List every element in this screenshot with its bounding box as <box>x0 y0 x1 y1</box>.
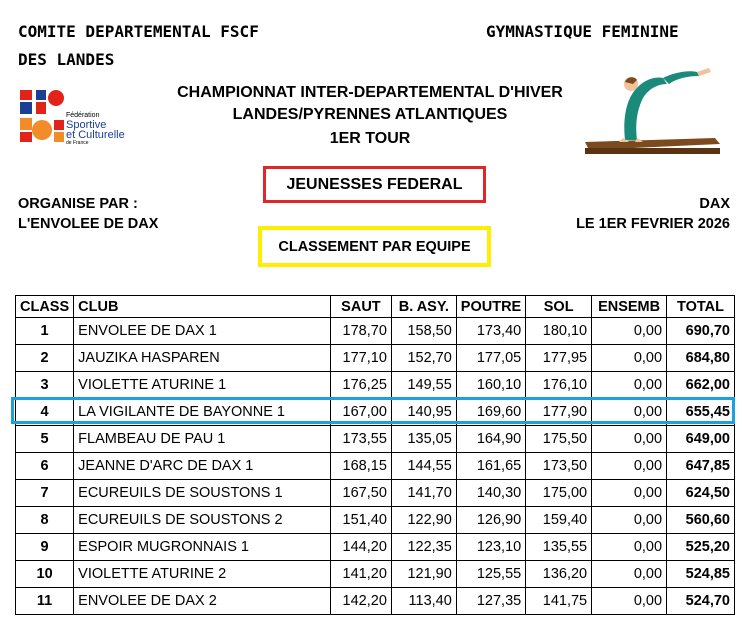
cell-poutre: 173,40 <box>456 318 525 345</box>
cell-sol: 136,20 <box>526 561 592 588</box>
cell-club: VIOLETTE ATURINE 1 <box>74 372 331 399</box>
table-row <box>16 372 735 399</box>
championship-round: 1ER TOUR <box>329 130 411 147</box>
cell-club: ESPOIR MUGRONNAIS 1 <box>74 534 331 561</box>
cell-sol: 173,50 <box>526 453 592 480</box>
cell-barres: 122,35 <box>391 534 456 561</box>
highlighted-row-frame <box>11 397 735 424</box>
category-label: JEUNESSES FEDERAL <box>286 175 463 193</box>
logo-text-line2: Sportive <box>66 119 107 131</box>
table-row <box>16 588 735 615</box>
cell-total: 649,00 <box>667 426 735 453</box>
cell-club: VIOLETTE ATURINE 2 <box>74 561 331 588</box>
cell-ensemble: 0,00 <box>592 426 667 453</box>
championship-title: CHAMPIONNAT INTER-DEPARTEMENTAL D'HIVER <box>177 84 563 101</box>
cell-barres: 113,40 <box>391 588 456 615</box>
cell-total: 524,70 <box>667 588 735 615</box>
cell-barres: 149,55 <box>391 372 456 399</box>
cell-class: 9 <box>16 534 74 561</box>
cell-total: 624,50 <box>667 480 735 507</box>
gymnast-illustration <box>585 62 720 157</box>
cell-class: 10 <box>16 561 74 588</box>
cell-sol: 175,50 <box>526 426 592 453</box>
cell-club: LA VIGILANTE DE BAYONNE 1 <box>74 399 331 426</box>
cell-ensemble: 0,00 <box>592 534 667 561</box>
event-city: DAX <box>699 196 730 212</box>
cell-sol: 177,90 <box>526 399 592 426</box>
cell-barres: 135,05 <box>391 426 456 453</box>
cell-saut: 151,40 <box>330 507 391 534</box>
cell-club: ENVOLEE DE DAX 2 <box>74 588 331 615</box>
cell-ensemble: 0,00 <box>592 399 667 426</box>
cell-total: 662,00 <box>667 372 735 399</box>
cell-class: 2 <box>16 345 74 372</box>
cell-sol: 176,10 <box>526 372 592 399</box>
table-row <box>16 345 735 372</box>
organizer-label: ORGANISE PAR : <box>18 196 138 212</box>
cell-class: 6 <box>16 453 74 480</box>
cell-class: 5 <box>16 426 74 453</box>
championship-region: LANDES/PYRENNES ATLANTIQUES <box>232 106 508 123</box>
cell-sol: 135,55 <box>526 534 592 561</box>
cell-poutre: 126,90 <box>456 507 525 534</box>
cell-class: 11 <box>16 588 74 615</box>
cell-ensemble: 0,00 <box>592 507 667 534</box>
cell-saut: 178,70 <box>330 318 391 345</box>
cell-saut: 167,50 <box>330 480 391 507</box>
cell-sol: 175,00 <box>526 480 592 507</box>
committee-title: COMITE DEPARTEMENTAL FSCF <box>18 22 259 41</box>
cell-poutre: 127,35 <box>456 588 525 615</box>
ranking-type-box <box>258 226 491 267</box>
cell-total: 560,60 <box>667 507 735 534</box>
fscf-logo <box>18 88 66 144</box>
column-header-sol: SOL <box>526 296 592 318</box>
table-row <box>16 453 735 480</box>
cell-barres: 144,55 <box>391 453 456 480</box>
cell-ensemble: 0,00 <box>592 345 667 372</box>
cell-barres: 152,70 <box>391 345 456 372</box>
cell-ensemble: 0,00 <box>592 588 667 615</box>
cell-saut: 167,00 <box>330 399 391 426</box>
column-header-barres: B. ASY. <box>391 296 456 318</box>
cell-total: 690,70 <box>667 318 735 345</box>
cell-total: 647,85 <box>667 453 735 480</box>
column-header-ensemble: ENSEMB <box>592 296 667 318</box>
column-header-club: CLUB <box>74 296 331 318</box>
cell-barres: 158,50 <box>391 318 456 345</box>
table-row <box>16 534 735 561</box>
cell-ensemble: 0,00 <box>592 372 667 399</box>
cell-club: JEANNE D'ARC DE DAX 1 <box>74 453 331 480</box>
organizer-name: L'ENVOLEE DE DAX <box>18 216 159 232</box>
cell-club: JAUZIKA HASPAREN <box>74 345 331 372</box>
cell-saut: 168,15 <box>330 453 391 480</box>
cell-poutre: 169,60 <box>456 399 525 426</box>
cell-saut: 177,10 <box>330 345 391 372</box>
cell-saut: 142,20 <box>330 588 391 615</box>
column-header-class: CLASS <box>16 296 74 318</box>
cell-sol: 177,95 <box>526 345 592 372</box>
cell-poutre: 123,10 <box>456 534 525 561</box>
cell-total: 684,80 <box>667 345 735 372</box>
committee-subtitle: DES LANDES <box>18 50 115 69</box>
logo-text-line3: et Culturelle <box>66 129 125 141</box>
cell-sol: 180,10 <box>526 318 592 345</box>
cell-class: 7 <box>16 480 74 507</box>
cell-poutre: 164,90 <box>456 426 525 453</box>
table-row <box>16 426 735 453</box>
cell-saut: 173,55 <box>330 426 391 453</box>
cell-poutre: 125,55 <box>456 561 525 588</box>
cell-sol: 159,40 <box>526 507 592 534</box>
table-row <box>16 507 735 534</box>
cell-ensemble: 0,00 <box>592 480 667 507</box>
cell-total: 525,20 <box>667 534 735 561</box>
cell-club: ECUREUILS DE SOUSTONS 2 <box>74 507 331 534</box>
logo-text-line1: Fédération <box>66 112 100 119</box>
cell-club: ECUREUILS DE SOUSTONS 1 <box>74 480 331 507</box>
cell-total: 655,45 <box>667 399 735 426</box>
gymnast-icon <box>585 62 720 157</box>
cell-barres: 122,90 <box>391 507 456 534</box>
logo-text-line4: de France <box>66 140 89 146</box>
cell-saut: 176,25 <box>330 372 391 399</box>
column-header-poutre: POUTRE <box>456 296 525 318</box>
cell-sol: 141,75 <box>526 588 592 615</box>
cell-club: FLAMBEAU DE PAU 1 <box>74 426 331 453</box>
cell-poutre: 140,30 <box>456 480 525 507</box>
cell-barres: 121,90 <box>391 561 456 588</box>
cell-ensemble: 0,00 <box>592 561 667 588</box>
cell-class: 1 <box>16 318 74 345</box>
table-row <box>16 480 735 507</box>
cell-ensemble: 0,00 <box>592 318 667 345</box>
fscf-logo-icon <box>18 88 66 144</box>
cell-barres: 141,70 <box>391 480 456 507</box>
table-row <box>16 318 735 345</box>
cell-barres: 140,95 <box>391 399 456 426</box>
cell-ensemble: 0,00 <box>592 453 667 480</box>
category-box <box>263 166 486 203</box>
column-header-total: TOTAL <box>667 296 735 318</box>
cell-club: ENVOLEE DE DAX 1 <box>74 318 331 345</box>
team-ranking-table <box>15 295 735 615</box>
table-row <box>16 561 735 588</box>
cell-poutre: 161,65 <box>456 453 525 480</box>
discipline-title: GYMNASTIQUE FEMININE <box>486 22 679 41</box>
event-date: LE 1ER FEVRIER 2026 <box>576 216 730 232</box>
cell-class: 4 <box>16 399 74 426</box>
cell-class: 8 <box>16 507 74 534</box>
table-header-row <box>16 296 735 318</box>
cell-class: 3 <box>16 372 74 399</box>
cell-poutre: 177,05 <box>456 345 525 372</box>
column-header-saut: SAUT <box>330 296 391 318</box>
cell-saut: 141,20 <box>330 561 391 588</box>
cell-saut: 144,20 <box>330 534 391 561</box>
cell-total: 524,85 <box>667 561 735 588</box>
cell-poutre: 160,10 <box>456 372 525 399</box>
ranking-type-label: CLASSEMENT PAR EQUIPE <box>278 238 471 255</box>
